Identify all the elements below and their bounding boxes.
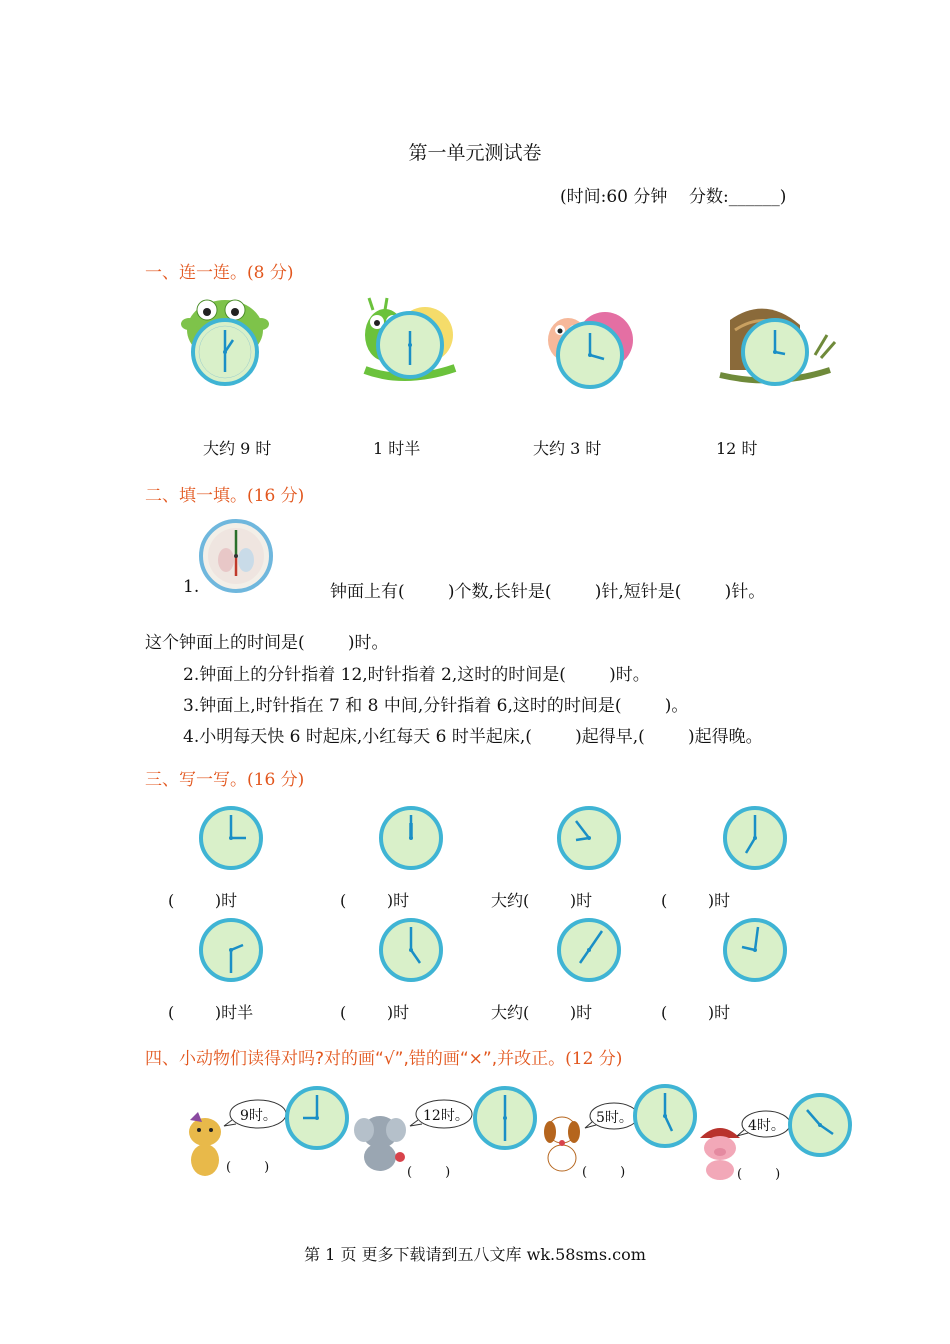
section-2-title: 二、填一填。 [145,486,247,506]
section-1-heading [145,258,293,283]
page-footer: 第 1 页 更多下载请到五八文库 wk.58sms.com [304,1245,646,1264]
clock-icon [193,320,257,384]
clock-icon [722,805,788,871]
clock-icon [743,320,807,384]
match-label-1: 大约 9 时 [203,439,272,458]
write-answer-7: 大约( )时 [491,1003,593,1022]
snail-clock-illustration [355,290,465,390]
question-3: 3.钟面上,时针指在 7 和 8 中间,分针指着 6,这时的时间是( )。 [183,696,689,716]
section-3-points: (16 分) [247,770,305,790]
bubble-text-3: 5时。 [596,1110,633,1126]
frog-clock-illustration [175,290,275,390]
section-4-points: (12 分) [565,1049,623,1069]
bubble-text-1: 9时。 [240,1108,277,1124]
section-2-points: (16 分) [247,486,305,506]
clock-icon [378,805,444,871]
judge-answer-4: ( ) [737,1167,781,1182]
write-answer-3: 大约( )时 [491,891,593,910]
photo-clock-icon [198,518,276,596]
dog-icon [536,1112,588,1174]
section-4-title: 四、小动物们读得对吗?对的画“√”,错的画“×”,并改正。 [145,1049,566,1069]
clock-icon [378,313,442,377]
clock-icon [556,917,622,983]
section-1-points: (8 分) [247,263,294,283]
clock-icon [558,323,622,387]
question-1-number: 1. [183,577,200,597]
pink-snail-clock-illustration [540,300,640,395]
write-answer-5: ( )时半 [168,1003,254,1022]
write-answer-6: ( )时 [340,1003,410,1022]
clock-icon [472,1085,538,1151]
brown-snail-clock-illustration [715,300,840,395]
elephant-icon [352,1112,412,1174]
clock-icon [378,917,444,983]
time-score-line: (时间:60 分钟 分数:______) [560,187,787,207]
clock-icon [198,917,264,983]
page-title: 第一单元测试卷 [408,142,542,164]
clock-icon [556,805,622,871]
question-4: 4.小明每天快 6 时起床,小红每天 6 时半起床,( )起得早,( )起得晚。 [183,727,763,747]
match-label-3: 大约 3 时 [533,439,602,458]
bubble-text-4: 4时。 [748,1118,785,1134]
write-answer-4: ( )时 [661,891,731,910]
write-answer-1: ( )时 [168,891,238,910]
match-label-2: 1 时半 [373,439,421,458]
judge-answer-3: ( ) [582,1165,626,1180]
question-2: 2.钟面上的分针指着 12,时针指着 2,这时的时间是( )时。 [183,665,650,685]
section-4-heading [145,1044,622,1069]
section-3-heading [145,765,304,790]
question-1-continuation: 这个钟面上的时间是( )时。 [145,633,389,653]
clock-icon [722,917,788,983]
clock-icon [787,1092,853,1158]
clock-icon [632,1083,698,1149]
question-1-text: 钟面上有( )个数,长针是( )针,短针是( )针。 [330,582,766,602]
bubble-text-2: 12时。 [423,1108,469,1124]
judge-answer-1: ( ) [226,1160,270,1175]
clock-icon [198,805,264,871]
section-3-title: 三、写一写。 [145,770,247,790]
section-1-title: 一、连一连。 [145,263,247,283]
write-answer-2: ( )时 [340,891,410,910]
judge-answer-2: ( ) [407,1165,451,1180]
clock-icon [284,1085,350,1151]
section-2-heading [145,481,304,506]
match-label-4: 12 时 [716,439,758,458]
write-answer-8: ( )时 [661,1003,731,1022]
